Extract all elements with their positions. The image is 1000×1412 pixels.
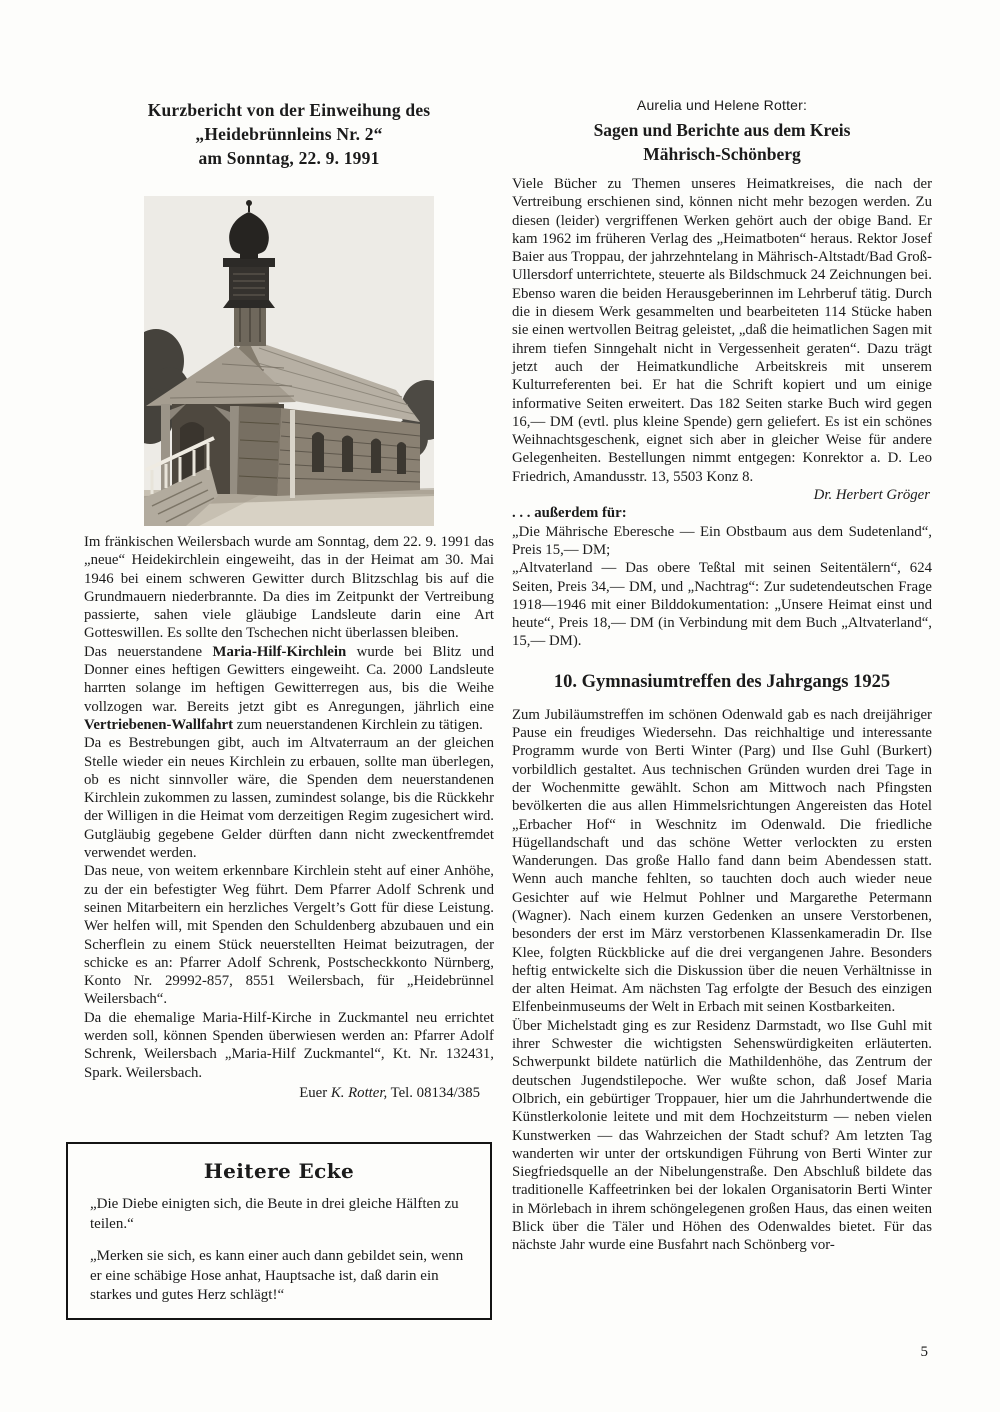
humor-quote-2: „Merken sie sich, es kann einer auch dann gebildet sein, wenn er eine schäbige Hose anhat, Hauptsache ist, daß darin ein starkes und gutes Herz schlägt!“ (90, 1248, 464, 1303)
left-signature (84, 1084, 494, 1103)
left-p2-text-mid: wurde bei Blitz und Donner eines heftigen Gewitters eingeweiht. Ca. 2000 Landsleute harrten solange im heftigen Gewitterregen aus, bis die Weihe vollzogen war. Bereits jetzt gibt es Anregungen, jährlich eine (84, 643, 494, 715)
left-signature-name: K. Rotter, (330, 1084, 388, 1101)
right-signature-name: Dr. Herbert Gröger (813, 487, 930, 504)
right-column (512, 97, 932, 1255)
right-paragraph-1: Viele Bücher zu Themen unseres Heimatkreises, die nach der Vertreibung erschienen sind, können nicht mehr bezogen werden. Zu diesen (leider) vergriffenen Werken gehört auch der obige Band. Er kam 1962 im früheren Verlag des „Heimatboten“ heraus. Rektor Josef Baier aus Troppau, der jahrzehntelang in Mährisch-Altstadt/Bad Groß-Ullersdorf unterrichtete, steuerte als Bildschmuck 24 Zeichnungen bei. Ebenso waren die beiden Herausgeberinnen im Lehrberuf tätig. Durch die in diesem Werk gesammelten und bearbeiteten 114 Stücke haben sie einen wertvollen Beitrag geleistet, „daß die heimatlichen Sagen mit ihrem tiefen Sinngehalt nicht in Vergessenheit geraten“. Dazu trägt jetzt auch der Heimatkundliche Arbeitskreis mit unserem Kulturreferenten bei. Er hat die Schrift kopiert und um einige informative Seiten erweitert. Das 182 Seiten starke Buch wird gegen 16,— DM (evtl. plus kleine Spende) gern geliefert. Es ist ein schönes Weihnachtsgeschenk, eignet sich aber in gleicher Weise für andere Gelegenheiten. Bestellungen nimmt entgegen: Konrektor a. D. Leo Friedrich, Amandusstr. 13, 5503 Konz 8. (512, 176, 932, 485)
right-paragraph-3: „Altvaterland — Das obere Teßtal mit seinen Seitentälern“, 624 Seiten, Preis 34,— DM, und „Nachtrag“: Zur sudetendeutschen Frage 1918—1946 mit einer Bilddokumentation: „Unsere Heimat einst und heute“, Preis 18,— DM (in Verbindung mit dem Buch „Altvaterland“, 15,— DM). (512, 560, 932, 650)
left-article-title-line2: „Heidebrünnleins Nr. 2“ (195, 124, 383, 144)
left-paragraph-1: Im fränkischen Weilersbach wurde am Sonntag, dem 22. 9. 1991 das „neue“ Heidekirchlein eingeweiht, das in der Heimat am 30. Mai 1946 bei einem schweren Gewitter durch Blitzschlag bis auf die Grundmauern niederbrannte. Da dies im Zeitpunkt der Vertreibung passierte, sahen viele gläubige Landsleute darin eine Art Gotteswillen. Es sollte den Tschechen nicht überlassen bleiben. (84, 534, 494, 642)
left-p2-text: Das neuerstandene (84, 643, 213, 660)
also-heading: . . . außerdem für: (512, 505, 627, 522)
left-p2-text-post: zum neuerstandenen Kirchlein zu tätigen. (233, 716, 483, 733)
humor-quote-1: „Die Diebe einigten sich, die Beute in drei gleiche Hälften zu teilen.“ (90, 1196, 459, 1232)
humor-box (66, 1142, 492, 1320)
left-signature-phone: Tel. 08134/385 (387, 1084, 480, 1101)
left-p2-bold-maria-hilf: Maria-Hilf-Kirchlein (212, 643, 347, 660)
humor-box-title: Heitere Ecke (203, 1159, 355, 1183)
church-photo (144, 196, 434, 526)
gymnasium-paragraph-2: Über Michelstadt ging es zur Residenz Darmstadt, wo Ilse Guhl mit ihrer Schwester die wichtigsten Sehenswürdigkeiten erläuterten. Schwerpunkt bildete natürlich die Mathildenhöhe, das Zentrum der deutschen Jugendstilepoche. Wer wußte schon, daß Josef Maria Olbrich, ein gebürtiger Troppauer, hier um die Jahrhundertwende die Künstlerkolonie leitete und mit dem Hochzeitsturm — neben vielen Kunstwerken — das Wahrzeichen der Stadt schuf? Am letzten Tag wanderten wir unter der ortskundigen Führung von Berti Winter zur Siegfriedsquelle an der Nibelungenstraße. Den Abschluß bildete das traditionelle Kaffeetrinken bei der lokalen Organisatorin Berti Winter in Mörlebach in ihrem schöngelegenen großen Haus, das einen weiten Blick über die Täler und Höhen des Odenwaldes bietet. Für das nächste Jahr wurde eine Busfahrt nach Schönberg vor- (512, 1017, 932, 1254)
right-article-title-line2: Mährisch-Schönberg (643, 144, 801, 164)
gymnasium-paragraph-1: Zum Jubiläumstreffen im schönen Odenwald gab es nach dreijähriger Pause ein freudiges Wiedersehn. Das reichhaltige und interessante Programm wurde von Berti Winter (Parg) und Ilse Guhl (Burkert) vorbildlich gestaltet. Aus technischen Gründen wurden drei Tage in der Wochenmitte gewählt. Schon am Mittwoch nach Pfingsten bevölkerten die aus allen Himmelsrichtungen Angereisten das Hotel „Erbacher Hof“ in Weschnitz im Odenwald. Die friedliche Hügellandschaft und das schöne Wetter verlockten zu ersten Wanderungen. Das große Hallo fand dann beim Abendessen statt. Wenn auch manche fehlten, so tauchten doch auch wieder neue Gesichter auf wie Helmut Pohlner und Margarethe Petermann (Wagner). Nach einem kurzen Gedenken an unsere Verstorbenen, besonders der erst im März verstorbenen Klassenkameradin Dr. Ilse Klee, folgten Rückblicke auf die drei vergangenen Jahre. Besonders heftig entwickelte sich die Diskussion über die neuen Verhältnisse in der alten Heimat. Am nächsten Tag erfolgte der Besuch des einzigen Elfenbeinmuseums der Welt in Erbach mit seinen Kostbarkeiten. (512, 706, 932, 1016)
right-signature (512, 486, 932, 504)
left-paragraph-5: Da die ehemalige Maria-Hilf-Kirche in Zuckmantel neu errichtet werden soll, können Spenden überwiesen werden an: Pfarrer Adolf Schrenk, Weilersbach „Maria-Hilf Zuckmantel“, Kt. Nr. 132431, Spark. Weilersbach. (84, 1009, 494, 1081)
left-article-title-line3: am Sonntag, 22. 9. 1991 (198, 148, 380, 168)
left-article-body (84, 533, 494, 1103)
gymnasium-section-title: 10. Gymnasiumtreffen des Jahrgangs 1925 (553, 671, 891, 692)
church-photo-illustration (144, 196, 434, 526)
left-column (84, 98, 494, 1103)
left-signature-pre: Euer (299, 1084, 331, 1101)
page-number: 5 (920, 1344, 928, 1360)
right-article-title-line1: Sagen und Berichte aus dem Kreis (593, 120, 851, 140)
right-article-title (512, 118, 932, 166)
left-paragraph-2 (84, 643, 494, 734)
left-paragraph-4: Das neue, von weitem erkennbare Kirchlein steht auf einer Anhöhe, zu der ein befestigter Weg führt. Dem Pfarrer Adolf Schrenk und seinen Mitarbeitern ein herzliches Vergelt’s Gott für diese Leistung. Wer helfen will, mit Spenden den Schuldenberg abzubauen und ein Scherflein zu einem Stück neuerstellten Heimat beizutragen, der schicke es an: Pfarrer Adolf Schrenk, Postscheckkonto Nürnberg, Konto Nr. 29992-857, 8551 Weilersbach, für „Heidebrünnel Weilersbach“. (84, 863, 494, 1008)
left-article-title-line1: Kurzbericht von der Einweihung des (147, 100, 431, 120)
right-article-byline: Aurelia und Helene Rotter: (636, 97, 808, 113)
left-p2-bold-wallfahrt: Vertriebenen-Wallfahrt (84, 716, 234, 733)
left-article-title (84, 98, 494, 170)
right-article-body (512, 175, 932, 1255)
right-paragraph-2: „Die Mährische Eberesche — Ein Obstbaum aus dem Sudetenland“, Preis 15,— DM; (512, 523, 932, 558)
left-paragraph-3: Da es Bestrebungen gibt, auch im Altvaterraum an der gleichen Stelle wieder ein neues Kirchlein zu erbauen, sollte man überlegen, ob es nicht sinnvoller wäre, die Spenden dem neuerstandenen Kirchlein zukommen zu lassen, zumindest solange, bis die Rückkehr der Willigen in die Heimat vom derzeitigen Regim zugesichert wird. Gutgläubig gegebene Gelder dürften dann nicht zweckentfremdet verwendet werden. (84, 735, 494, 862)
